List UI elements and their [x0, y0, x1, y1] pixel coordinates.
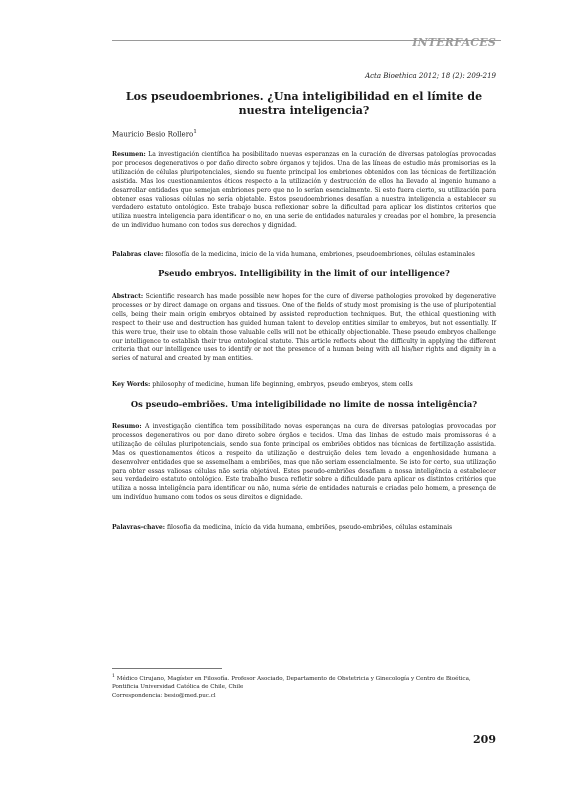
author-name: Mauricio Besio Rollero — [112, 130, 194, 139]
english-title: Pseudo embryos. Intelligibility in the limit of our intelligence? — [158, 268, 450, 278]
resumen-label: Resumen: — [112, 151, 146, 158]
resumen-paragraph — [112, 151, 496, 231]
resumo-label: Resumo: — [112, 423, 142, 430]
abstract-text: Scientific research has made possible new hopes for the cure of diverse pathologies provoked by degenerative processes or by direct damage on organs and tissues. One of the fields of study most promising is the use of pluripotential cells, being their main origin embryos obtained by assisted reproduction techniques. But, the ethical questioning with respect to their use and destruction has guided human talent to develop entities similar to embryos, but not essentially. If this were true, their use to obtain those valuable cells will not be ethically objectionable. These pseudo embryos challenge our intelligence to establish their true ontological statute. This article reflects about the difficulty in applying the different criteria that our intelligence uses to identify or not the presence of a human being with all his/her rights and dignity in a series of natural and created by man entities. — [112, 293, 496, 363]
abstract-label: Abstract: — [112, 293, 144, 300]
key-words-paragraph — [112, 381, 496, 390]
section-label: INTERFACES — [412, 36, 496, 49]
portuguese-title: Os pseudo-embriões. Uma inteligibilidade no limite de nossa inteligência? — [130, 399, 478, 409]
article-title: Los pseudoembriones. ¿Una inteligibilidad en el límite de nuestra inteligencia? — [125, 90, 483, 117]
affiliation-text: Médico Cirujano, Magíster en Filosofía. Profesor Asociado, Departamento de Obstetricia y Ginecología y Centro de Bioética, Pontificia Universidad Católica de Chile, Chile — [112, 675, 471, 691]
resumo-paragraph — [112, 423, 496, 503]
palabras-clave-paragraph — [112, 251, 496, 260]
key-words-label: Key Words: — [112, 381, 151, 388]
palabras-clave-text: filosofía de la medicina, inicio de la vida humana, embriones, pseudoembriones, células estaminales — [165, 251, 475, 258]
footnote-affiliation — [112, 673, 496, 692]
resumo-text: A investigação científica tem possibilitado novas esperanças na cura de diversas patologias provocadas por processos degenerativos ou por dano direto sobre órgãos e tecidos. Uma das linhas de estudo mais promissoras é a utilização de células pluripotenciais, sendo sua fonte principal os embriões obtidos nas técnicas de fertilização assistida. Mas os questionamentos éticos a respeito da utilização e destruição deles tem levado a engenhosidade humana a desenvolver entidades que se assemelham a embriões, mas que não seriam essencialmente. Se isto for certo, sua utilização para obter essas valiosas células não seria objetável. Estes pseudo-embriões desafiam a nossa inteligência a estabelecer seu verdadeiro estatuto ontológico. Este trabalho busca refletir sobre a dificuldade para aplicar os distintos critérios que utiliza a nossa inteligência para identificar ou não, numa série de entidades naturais e criadas pelo homem, a presença de um indivíduo humano com todos os seus direitos e dignidade. — [112, 423, 496, 502]
journal-citation: Acta Bioethica 2012; 18 (2): 209-219 — [365, 72, 496, 80]
palavras-chave-text: filosofia da medicina, início da vida humana, embriões, pseudo-embriões, células estaminais — [166, 524, 453, 531]
palavras-chave-paragraph — [112, 524, 496, 533]
author-line — [112, 129, 197, 138]
resumen-text: La investigación científica ha posibilitado nuevas esperanzas en la curación de diversas patologías provocadas por procesos degenerativos o por daño directo sobre órganos y tejidos. Una de las líneas de estudio más promisorias es la utilización de células pluripotenciales, siendo su fuente principal los embriones obtenidos con las técnicas de fertilización asistida. Mas los cuestionamientos éticos respecto a la utilización y destrucción de ellos ha llevado al ingenio humano a desarrollar entidades que semejan embriones pero que no lo serían esencialmente. Si esto fuera cierto, su utilización para obtener esas valiosas células no sería objetable. Estos pseudoembriones desafían a nuestra inteligencia a establecer su verdadero estatuto ontológico. Este trabajo busca reflexionar sobre la dificultad para aplicar los distintos criterios que utiliza nuestra inteligencia para identificar o no, en una serie de entidades naturales y creadas por el hombre, la presencia de un individuo humano con todos sus derechos y dignidad. — [112, 151, 497, 230]
palavras-chave-label: Palavras-chave: — [112, 524, 166, 531]
correspondence-email[interactable]: Correspondencia: besio@med.puc.cl — [112, 693, 216, 700]
palabras-clave-label: Palabras clave: — [112, 251, 164, 258]
footnote-marker: 1 — [112, 674, 115, 679]
key-words-text: philosophy of medicine, human life beginning, embryos, pseudo embryos, stem cells — [152, 381, 413, 388]
abstract-paragraph — [112, 293, 496, 364]
footnote — [112, 673, 496, 701]
author-footnote-marker[interactable]: 1 — [193, 129, 197, 135]
page-number: 209 — [473, 733, 496, 746]
footnote-divider — [112, 668, 222, 669]
